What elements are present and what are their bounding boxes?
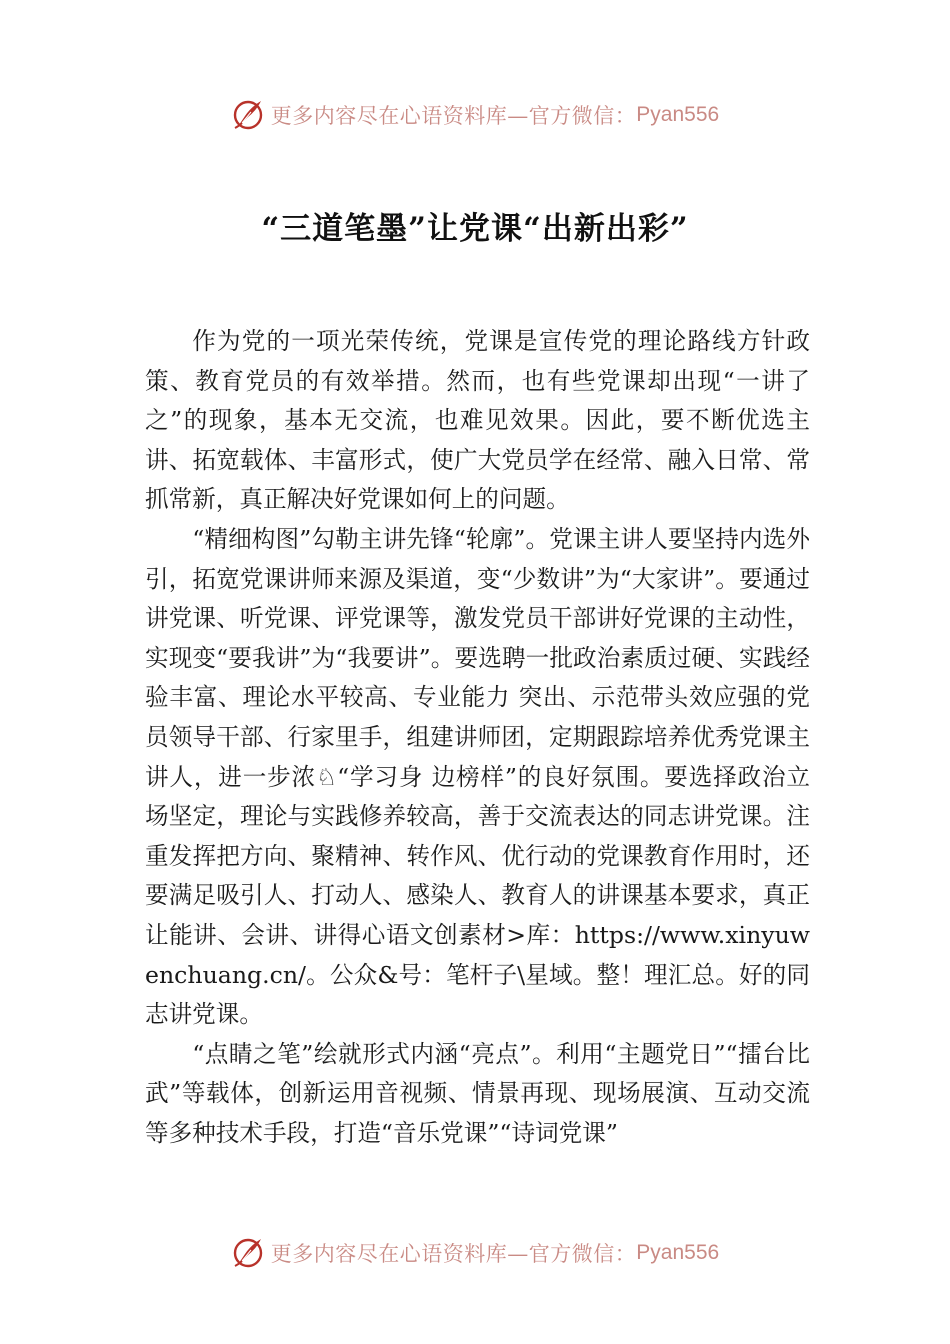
banner-text: 更多内容尽在心语资料库—官方微信： (270, 104, 637, 128)
paragraph-intro: 作为党的一项光荣传统，党课是宣传党的理论路线方针政策、教育党员的有效举措。然而，也有些党课却出现“一讲了之”的现象，基本无交流，也难见效果。因此，要不断优选主讲、拓宽载体、丰富形式，使广大党员学在经常、融入日常、常抓常新，真正解决好党课如何上的问题。 (145, 327, 810, 514)
document-title: “三道笔墨”让党课“出新出彩” (261, 211, 689, 247)
document-body (145, 322, 810, 1153)
header-watermark-banner (0, 95, 950, 135)
footer-watermark-banner (0, 1233, 950, 1273)
banner-wechat-id: Pyan556 (636, 103, 720, 126)
quill-pen-logo-icon (231, 98, 265, 132)
paragraph-speakers: “精细构图”勾勒主讲先锋“轮廓”。党课主讲人要坚持内选外引，拓宽党课讲师来源及渠道，变“少数讲”为“大家讲”。要通过讲党课、听党课、评党课等，激发党员干部讲好党课的主动性，实现变“要我讲”为“我要讲”。要选聘一批政治素质过硬、实践经验丰富、理论水平较高、专业能力 突出、示范带头效应强的党员领导干部、行家里手，组建讲师团，定期跟踪培养优秀党课主讲人，进一步浓♘“学习身 边榜样”的良好氛围。要选择政治立场坚定，理论与实践修养较高，善于交流表达的同志讲党课。注重发挥把方向、聚精神、转作风、优行动的党课教育作用时，还要满足吸引人、打动人、感染人、教育人的讲课基本要求，真正让能讲、会讲、讲得心语文创素材>库：https://www.xinyuwenchuang.cn/。公众&号：笔杆子\星域。整！理汇总。好的同志讲党课。 (145, 524, 810, 1029)
banner-wechat-id: Pyan556 (636, 1241, 720, 1264)
banner-text: 更多内容尽在心语资料库—官方微信： (270, 1242, 637, 1266)
quill-pen-logo-icon (231, 1236, 265, 1270)
paragraph-formats: “点睛之笔”绘就形式内涵“亮点”。利用“主题党日”“擂台比武”等载体，创新运用音视频、情景再现、现场展演、互动交流等多种技术手段，打造“音乐党课”“诗词党课” (145, 1039, 810, 1147)
